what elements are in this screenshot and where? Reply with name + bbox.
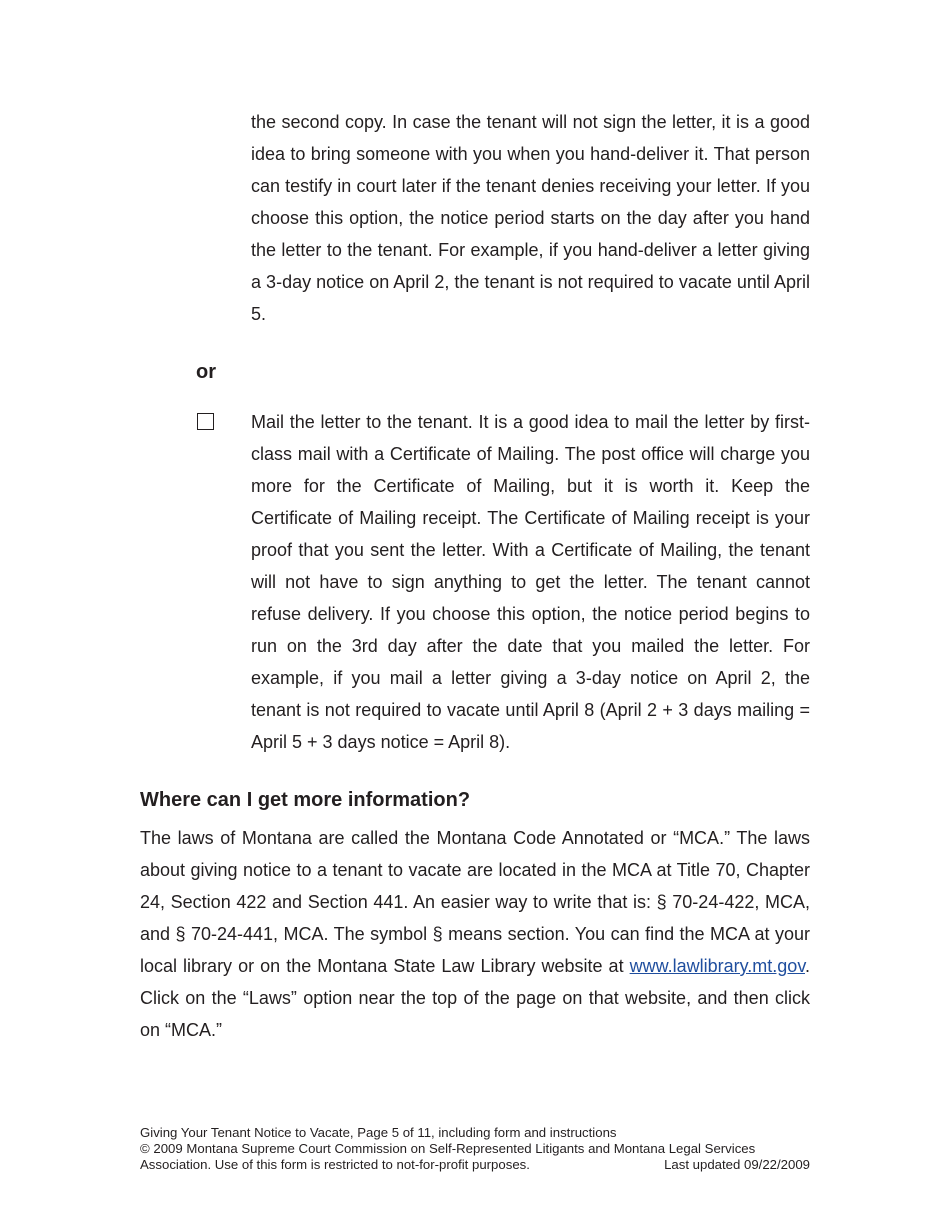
- footer-last-row: [140, 1157, 810, 1173]
- more-info-text-before-link: The laws of Montana are called the Montana Code Annotated or “MCA.” The laws about giving notice to a tenant to vacate are located in the MCA at Title 70, Chapter 24, Section 422 and Section 441. An easier way to write that is: § 70-24-422, MCA, and § 70-24-441, MCA. The symbol § means section. You can find the MCA at your local library or on the Montana State Law Library website at: [140, 828, 810, 976]
- page-footer: [140, 1125, 810, 1173]
- more-info-text-after-link: . Click on the “Laws” option near the top of the page on that website, and then click on “MCA.”: [140, 956, 810, 1040]
- more-info-heading: Where can I get more information?: [140, 789, 471, 811]
- footer-usage-note: Association. Use of this form is restricted to not-for-profit purposes.: [140, 1157, 530, 1172]
- hand-delivery-paragraph: the second copy. In case the tenant will not sign the letter, it is a good idea to bring someone with you when you hand-deliver it. That person can testify in court later if the tenant denies receiving your letter. If you choose this option, the notice period starts on the day after you hand the letter to the tenant. For example, if you hand-deliver a letter giving a 3-day notice on April 2, the tenant is not required to vacate until April 5.: [251, 112, 810, 324]
- footer-copyright-line: © 2009 Montana Supreme Court Commission on Self-Represented Litigants and Montana Legal Services: [140, 1141, 756, 1156]
- footer-last-updated: Last updated 09/22/2009: [664, 1157, 810, 1172]
- law-library-link[interactable]: www.lawlibrary.mt.gov: [629, 956, 805, 976]
- more-info-paragraph: [140, 822, 810, 1046]
- mail-option-checkbox[interactable]: [197, 413, 214, 430]
- footer-title-line: Giving Your Tenant Notice to Vacate, Page 5 of 11, including form and instructions: [140, 1125, 617, 1140]
- or-label: or: [196, 361, 216, 383]
- mail-option-paragraph: Mail the letter to the tenant. It is a good idea to mail the letter by first-class mail with a Certificate of Mailing. The post office will charge you more for the Certificate of Mailing, but it is worth it. Keep the Certificate of Mailing receipt. The Certificate of Mailing receipt is your proof that you sent the letter. With a Certificate of Mailing, the tenant will not have to sign anything to get the letter. The tenant cannot refuse delivery. If you choose this option, the notice period begins to run on the 3rd day after the date that you mailed the letter. For example, if you mail a letter giving a 3-day notice on April 2, the tenant is not required to vacate until April 8 (April 2 + 3 days mailing = April 5 + 3 days notice = April 8).: [251, 412, 810, 752]
